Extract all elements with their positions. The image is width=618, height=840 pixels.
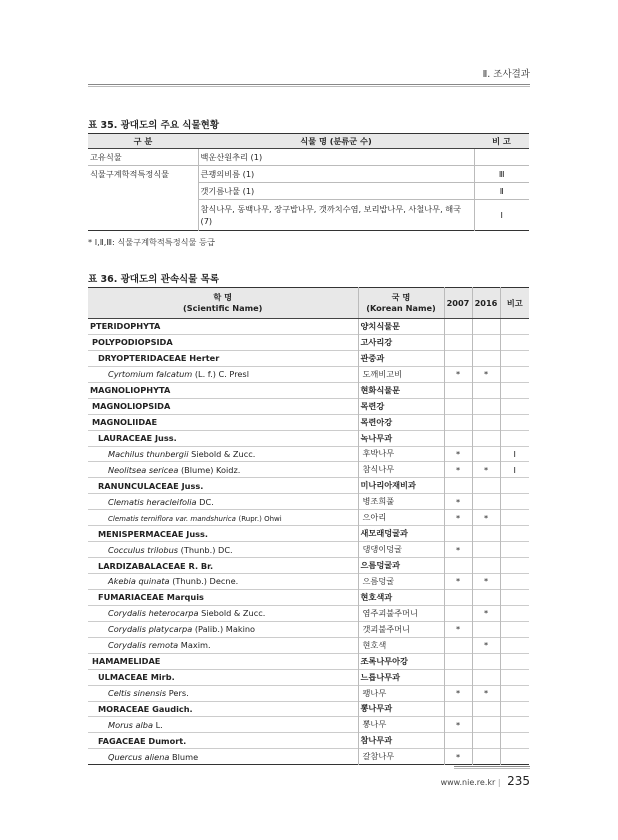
korean-name-cell: 댕댕이덩굴 xyxy=(358,542,444,558)
note-cell xyxy=(500,334,529,350)
note-cell xyxy=(500,319,529,335)
table36-caption: 표 36. 광대도의 관속식물 목록 xyxy=(88,274,220,285)
scientific-name-cell xyxy=(88,319,358,335)
scientific-name: Machilus thunbergii xyxy=(108,448,189,459)
footer-site: www.nie.re.kr xyxy=(440,778,496,787)
scientific-name-cell xyxy=(88,334,358,350)
scientific-name-cell xyxy=(88,574,358,590)
scientific-name-cell xyxy=(88,382,358,398)
scientific-name: ULMACEAE Mirb. xyxy=(98,672,175,683)
scientific-name: Celtis sinensis xyxy=(108,688,167,699)
korean-name-cell: 으아리 xyxy=(358,510,444,526)
header-2016: 2016 xyxy=(472,288,500,319)
record-2016-cell: * xyxy=(472,637,500,653)
record-2007-cell: * xyxy=(444,462,472,478)
korean-name-cell: 염주괴불주머니 xyxy=(358,605,444,621)
record-2016-cell xyxy=(472,446,500,462)
korean-name-cell: 으름덩굴과 xyxy=(358,558,444,574)
scientific-name: Akebia quinata xyxy=(108,576,170,587)
record-2016-cell xyxy=(472,589,500,605)
record-2007-cell xyxy=(444,558,472,574)
record-2007-cell xyxy=(444,430,472,446)
scientific-name-cell xyxy=(88,478,358,494)
running-header: Ⅱ. 조사결과 xyxy=(482,69,530,80)
record-2007-cell: * xyxy=(444,621,472,637)
record-2007-cell xyxy=(444,382,472,398)
note-cell: Ⅰ xyxy=(500,462,529,478)
plants-cell: 백운산원추리 (1) xyxy=(198,149,474,166)
footer-rule xyxy=(454,766,530,767)
author-name: (Blume) Koidz. xyxy=(180,464,241,475)
record-2007-cell xyxy=(444,319,472,335)
korean-name-cell: 으름덩굴 xyxy=(358,574,444,590)
header-rule-thin xyxy=(88,86,530,87)
korean-name-cell: 후박나무 xyxy=(358,446,444,462)
record-2007-cell: * xyxy=(444,542,472,558)
scientific-name-cell xyxy=(88,749,358,765)
note-cell xyxy=(500,574,529,590)
record-2007-cell: * xyxy=(444,510,472,526)
korean-name-cell: 뽕나무 xyxy=(358,717,444,733)
plants-cell: 참식나무, 동백나무, 장구밥나무, 갯까치수염, 보리밥나무, 사철나무, 해국 (7) xyxy=(198,200,474,231)
scientific-name-cell xyxy=(88,350,358,366)
scientific-name: RANUNCULACEAE Juss. xyxy=(98,480,204,491)
table-row xyxy=(88,605,529,621)
footer: www.nie.re.kr | 235 xyxy=(440,774,530,788)
note-cell xyxy=(500,589,529,605)
record-2007-cell xyxy=(444,478,472,494)
category-cell: 식물구계학적특정식물 xyxy=(88,166,198,231)
korean-name-cell: 목련아강 xyxy=(358,414,444,430)
scientific-name-cell xyxy=(88,430,358,446)
table-row xyxy=(88,749,529,765)
scientific-name: Cocculus trilobus xyxy=(108,544,179,555)
header-plants: 식물 명 (분류군 수) xyxy=(198,134,474,149)
table-row xyxy=(88,446,529,462)
author-name: Pers. xyxy=(168,688,189,699)
record-2007-cell xyxy=(444,701,472,717)
header-2007: 2007 xyxy=(444,288,472,319)
scientific-name-cell xyxy=(88,446,358,462)
record-2016-cell xyxy=(472,669,500,685)
table-row xyxy=(88,414,529,430)
scientific-name-cell xyxy=(88,653,358,669)
table-row xyxy=(88,637,529,653)
korean-name-cell: 녹나무과 xyxy=(358,430,444,446)
table-row xyxy=(88,319,529,335)
record-2016-cell xyxy=(472,621,500,637)
scientific-name: LAURACEAE Juss. xyxy=(98,433,177,444)
table36-header-row xyxy=(88,288,529,319)
table35-footnote: * Ⅰ,Ⅱ,Ⅲ: 식물구계학적특정식물 등급 xyxy=(88,237,215,247)
table-row xyxy=(88,366,529,382)
korean-name-cell: 현호색 xyxy=(358,637,444,653)
scientific-name: Cyrtomium falcatum xyxy=(108,369,193,380)
scientific-name: FUMARIACEAE Marquis xyxy=(98,592,204,603)
table-row xyxy=(88,669,529,685)
note-cell xyxy=(500,749,529,765)
author-name: Maxim. xyxy=(180,640,211,651)
author-name: (Thunb.) DC. xyxy=(180,544,233,555)
record-2016-cell xyxy=(472,558,500,574)
note-cell xyxy=(500,366,529,382)
table-row xyxy=(88,717,529,733)
scientific-name-cell xyxy=(88,542,358,558)
record-2007-cell: * xyxy=(444,685,472,701)
note-cell xyxy=(474,149,529,166)
table-row xyxy=(88,350,529,366)
record-2016-cell: * xyxy=(472,574,500,590)
note-cell xyxy=(500,350,529,366)
note-cell xyxy=(500,685,529,701)
record-2016-cell xyxy=(472,334,500,350)
table35-caption: 표 35. 광대도의 주요 식물현황 xyxy=(88,120,220,131)
record-2007-cell xyxy=(444,653,472,669)
korean-name-cell: 관중과 xyxy=(358,350,444,366)
korean-name-cell: 조록나무아강 xyxy=(358,653,444,669)
table-row xyxy=(88,478,529,494)
record-2007-cell xyxy=(444,414,472,430)
note-cell: Ⅰ xyxy=(474,200,529,231)
record-2016-cell xyxy=(472,717,500,733)
scientific-name-cell xyxy=(88,637,358,653)
note-cell xyxy=(500,398,529,414)
author-name: Siebold & Zucc. xyxy=(201,608,266,619)
korean-name-cell: 느릅나무과 xyxy=(358,669,444,685)
record-2016-cell: * xyxy=(472,510,500,526)
note-cell: Ⅱ xyxy=(474,183,529,200)
record-2016-cell xyxy=(472,733,500,749)
scientific-name: Corydalis remota xyxy=(108,640,179,651)
record-2016-cell: * xyxy=(472,462,500,478)
korean-name-cell: 고사리강 xyxy=(358,334,444,350)
note-cell xyxy=(500,669,529,685)
record-2016-cell: * xyxy=(472,366,500,382)
scientific-name: Clematis heracleifolia xyxy=(108,496,197,507)
header-note: 비 고 xyxy=(474,134,529,149)
header-category: 구 분 xyxy=(88,134,198,149)
korean-name-cell: 병조희풀 xyxy=(358,494,444,510)
table-row xyxy=(88,733,529,749)
record-2016-cell xyxy=(472,319,500,335)
korean-name-cell: 목련강 xyxy=(358,398,444,414)
note-cell xyxy=(500,542,529,558)
record-2016-cell: * xyxy=(472,605,500,621)
record-2016-cell xyxy=(472,749,500,765)
record-2007-cell xyxy=(444,350,472,366)
scientific-name: FAGACEAE Dumort. xyxy=(98,735,187,746)
note-cell: Ⅰ xyxy=(500,446,529,462)
scientific-name: MAGNOLIIDAE xyxy=(92,417,158,428)
plants-cell: 갯기름나물 (1) xyxy=(198,183,474,200)
note-cell xyxy=(500,621,529,637)
korean-name-cell: 갯괴불주머니 xyxy=(358,621,444,637)
table35-row xyxy=(88,149,529,166)
header-note: 비고 xyxy=(500,288,529,319)
record-2007-cell: * xyxy=(444,366,472,382)
table-row xyxy=(88,574,529,590)
scientific-name-cell xyxy=(88,717,358,733)
table-row xyxy=(88,494,529,510)
scientific-name: MAGNOLIOPSIDA xyxy=(92,401,171,412)
record-2007-cell xyxy=(444,334,472,350)
author-name: (L. f.) C. Presl xyxy=(194,369,249,380)
table-row xyxy=(88,589,529,605)
table-row xyxy=(88,526,529,542)
scientific-name-cell xyxy=(88,494,358,510)
author-name: Blume xyxy=(172,751,199,762)
record-2007-cell: * xyxy=(444,446,472,462)
scientific-name-cell xyxy=(88,558,358,574)
record-2007-cell xyxy=(444,605,472,621)
scientific-name-cell xyxy=(88,685,358,701)
scientific-name: Clematis terniflora var. mandshurica xyxy=(108,514,236,523)
header-korean-en: (Korean Name) xyxy=(366,303,436,313)
header-scientific xyxy=(88,288,358,319)
korean-name-cell: 새모래덩굴과 xyxy=(358,526,444,542)
record-2016-cell xyxy=(472,653,500,669)
scientific-name-cell xyxy=(88,733,358,749)
footer-rule-thin xyxy=(454,768,530,769)
table-row xyxy=(88,430,529,446)
header-scientific-ko: 학 명 xyxy=(213,292,233,302)
scientific-name-cell xyxy=(88,621,358,637)
table36 xyxy=(88,287,529,765)
note-cell xyxy=(500,510,529,526)
scientific-name: HAMAMELIDAE xyxy=(92,656,161,667)
note-cell xyxy=(500,637,529,653)
table-row xyxy=(88,542,529,558)
note-cell xyxy=(500,526,529,542)
header-korean-ko: 국 명 xyxy=(391,292,411,302)
table-row xyxy=(88,701,529,717)
scientific-name: MORACEAE Gaudich. xyxy=(98,703,193,714)
korean-name-cell: 양치식물문 xyxy=(358,319,444,335)
note-cell xyxy=(500,653,529,669)
korean-name-cell: 현호색과 xyxy=(358,589,444,605)
author-name: L. xyxy=(155,719,163,730)
author-name: (Thunb.) Decne. xyxy=(172,576,239,587)
header-scientific-en: (Scientific Name) xyxy=(183,303,263,313)
table-row xyxy=(88,334,529,350)
header-korean xyxy=(358,288,444,319)
table35-row xyxy=(88,166,529,183)
note-cell xyxy=(500,733,529,749)
scientific-name: DRYOPTERIDACEAE Herter xyxy=(98,353,220,364)
korean-name-cell: 팽나무 xyxy=(358,685,444,701)
record-2016-cell xyxy=(472,701,500,717)
table-row xyxy=(88,653,529,669)
plants-cell: 큰괭의비름 (1) xyxy=(198,166,474,183)
record-2007-cell xyxy=(444,589,472,605)
note-cell xyxy=(500,605,529,621)
scientific-name: MAGNOLIOPHYTA xyxy=(90,385,171,396)
note-cell xyxy=(500,494,529,510)
scientific-name: Corydalis heterocarpa xyxy=(108,608,199,619)
author-name: DC. xyxy=(199,496,214,507)
record-2007-cell xyxy=(444,637,472,653)
record-2007-cell: * xyxy=(444,749,472,765)
scientific-name: MENISPERMACEAE Juss. xyxy=(98,528,209,539)
scientific-name-cell xyxy=(88,526,358,542)
table-row xyxy=(88,462,529,478)
scientific-name: POLYPODIOPSIDA xyxy=(92,337,173,348)
category-cell: 고유식물 xyxy=(88,149,198,166)
page-number: 235 xyxy=(507,774,530,788)
table35 xyxy=(88,133,529,231)
table-row xyxy=(88,621,529,637)
note-cell: Ⅲ xyxy=(474,166,529,183)
korean-name-cell: 미나리아재비과 xyxy=(358,478,444,494)
table35-header-row xyxy=(88,134,529,149)
record-2007-cell: * xyxy=(444,494,472,510)
record-2016-cell xyxy=(472,350,500,366)
scientific-name: Neolitsea sericea xyxy=(108,464,179,475)
record-2016-cell: * xyxy=(472,685,500,701)
author-name: (Rupr.) Ohwi xyxy=(238,514,282,523)
record-2007-cell xyxy=(444,526,472,542)
scientific-name-cell xyxy=(88,462,358,478)
scientific-name: Corydalis platycarpa xyxy=(108,624,193,635)
note-cell xyxy=(500,558,529,574)
korean-name-cell: 도깨비고비 xyxy=(358,366,444,382)
scientific-name-cell xyxy=(88,701,358,717)
record-2007-cell xyxy=(444,669,472,685)
scientific-name: PTERIDOPHYTA xyxy=(90,321,161,332)
korean-name-cell: 뽕나무과 xyxy=(358,701,444,717)
record-2016-cell xyxy=(472,478,500,494)
note-cell xyxy=(500,717,529,733)
record-2016-cell xyxy=(472,494,500,510)
scientific-name-cell xyxy=(88,669,358,685)
scientific-name-cell xyxy=(88,366,358,382)
table-row xyxy=(88,685,529,701)
korean-name-cell: 참식나무 xyxy=(358,462,444,478)
author-name: (Palib.) Makino xyxy=(194,624,256,635)
header-rule xyxy=(88,84,530,85)
scientific-name-cell xyxy=(88,510,358,526)
author-name: Siebold & Zucc. xyxy=(191,448,256,459)
table-row xyxy=(88,510,529,526)
record-2007-cell xyxy=(444,733,472,749)
korean-name-cell: 참나무과 xyxy=(358,733,444,749)
record-2007-cell: * xyxy=(444,574,472,590)
scientific-name: LARDIZABALACEAE R. Br. xyxy=(98,560,214,571)
scientific-name: Quercus aliena xyxy=(108,751,170,762)
scientific-name-cell xyxy=(88,414,358,430)
record-2016-cell xyxy=(472,398,500,414)
note-cell xyxy=(500,382,529,398)
scientific-name-cell xyxy=(88,605,358,621)
note-cell xyxy=(500,414,529,430)
record-2007-cell: * xyxy=(444,717,472,733)
note-cell xyxy=(500,478,529,494)
korean-name-cell: 갈참나무 xyxy=(358,749,444,765)
record-2016-cell xyxy=(472,430,500,446)
record-2007-cell xyxy=(444,398,472,414)
scientific-name-cell xyxy=(88,589,358,605)
table-row xyxy=(88,382,529,398)
note-cell xyxy=(500,430,529,446)
note-cell xyxy=(500,701,529,717)
table-row xyxy=(88,558,529,574)
record-2016-cell xyxy=(472,414,500,430)
korean-name-cell: 현화식물문 xyxy=(358,382,444,398)
record-2016-cell xyxy=(472,526,500,542)
scientific-name: Morus alba xyxy=(108,719,154,730)
scientific-name-cell xyxy=(88,398,358,414)
table-row xyxy=(88,398,529,414)
record-2016-cell xyxy=(472,382,500,398)
record-2016-cell xyxy=(472,542,500,558)
